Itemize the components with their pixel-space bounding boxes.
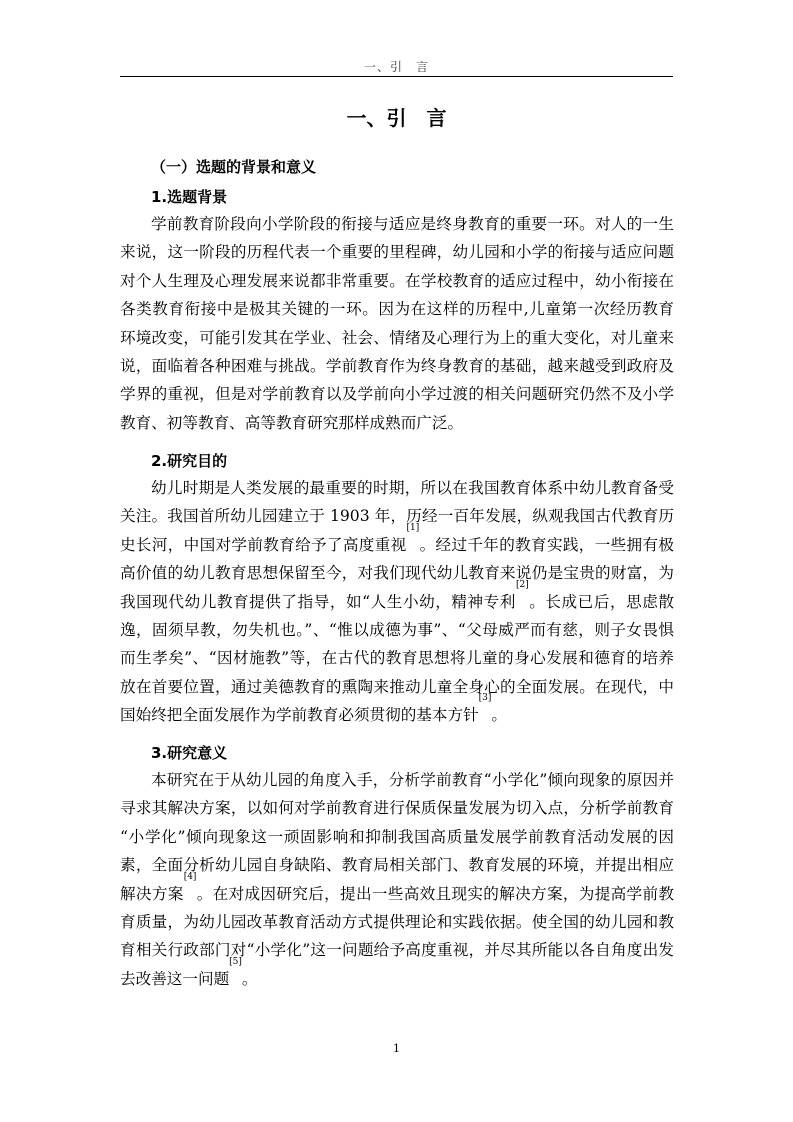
citation-ref: [1] <box>406 522 420 533</box>
text-run: 解决方案 <box>120 884 184 903</box>
paragraph-line: 环境改变，可能引发其在学业、社会、情绪及心理行为上的重大变化，对儿童来 <box>120 328 674 347</box>
paragraph-line <box>120 956 674 993</box>
paragraph-significance <box>120 766 674 993</box>
running-header: 一、引 言 <box>363 60 429 74</box>
paragraph-line <box>120 871 674 908</box>
subsection-heading-significance: 3.研究意义 <box>151 744 228 762</box>
paragraph-line: 说，面临着各种困难与挑战。学前教育作为终身教育的基础，越来越受到政府及 <box>120 357 674 376</box>
paragraph-line: 关注。我国首所幼儿园建立于 1903 年，历经一百年发展，纵观我国古代教育历 <box>120 507 674 526</box>
paragraph-line: “小学化”倾向现象这一顽固影响和抑制我国高质量发展学前教育活动发展的因 <box>120 827 674 846</box>
paragraph-line: 寻求其解决方案，以如何对学前教育进行保质保量发展为切入点，分析学前教育 <box>120 799 674 818</box>
chapter-title: 一、引 言 <box>346 106 447 130</box>
text-run: 。长成已后，思虑散 <box>528 592 674 611</box>
text-run: 去改善这一问题 <box>120 969 230 988</box>
section-heading: （一）选题的背景和意义 <box>151 158 317 176</box>
paragraph-line: 育相关行政部门对“小学化”这一问题给予高度重视，并尽其所能以各自角度出发 <box>120 941 674 960</box>
subsection-heading-purpose: 2.研究目的 <box>151 452 228 470</box>
citation-ref: [2] <box>515 579 529 590</box>
paragraph-line: 学前教育阶段向小学阶段的衔接与适应是终身教育的重要一环。对人的一生 <box>151 215 674 233</box>
paragraph-line: 学界的重视，但是对学前教育以及学前向小学过渡的相关问题研究仍然不及小学 <box>120 385 674 404</box>
paragraph-line: 幼儿时期是人类发展的最重要的时期，所以在我国教育体系中幼儿教育备受 <box>151 479 674 497</box>
paragraph-line: 来说，这一阶段的历程代表一个重要的里程碑，幼儿园和小学的衔接与适应问题 <box>120 243 674 262</box>
subsection-heading-background: 1.选题背景 <box>151 188 228 206</box>
paragraph-line: 教育、初等教育、高等教育研究那样成熟而广泛。 <box>120 413 464 432</box>
paragraph-line: 育质量，为幼儿园改革教育活动方式提供理论和实践依据。使全国的幼儿园和教 <box>120 913 674 932</box>
paragraph-background <box>120 210 674 437</box>
text-run: 。 <box>241 969 258 988</box>
paragraph-line <box>120 579 674 616</box>
page-number: 1 <box>393 1042 400 1055</box>
paragraph-purpose <box>120 474 674 730</box>
paragraph-line: 而生孝矣”、“因材施教”等，在古代的教育思想将儿童的身心发展和德育的培养 <box>120 649 674 668</box>
citation-ref: [4] <box>183 871 197 882</box>
text-run: 。在对成因研究后，提出一些高效且现实的解决方案，为提高学前教 <box>196 884 674 903</box>
paragraph-line: 放在首要位置，通过美德教育的熏陶来推动儿童全身心的全面发展。在现代，中 <box>120 677 674 696</box>
text-run: 。 <box>491 706 508 725</box>
text-run: 史长河，中国对学前教育给予了高度重视 <box>120 535 407 554</box>
citation-ref: [5] <box>229 956 242 967</box>
paragraph-line: 本研究在于从幼儿园的角度入手，分析学前教育“小学化”倾向现象的原因并 <box>151 771 674 789</box>
paragraph-line: 对个人生理及心理发展来说都非常重要。在学校教育的适应过程中，幼小衔接在 <box>120 271 674 290</box>
paragraph-line <box>120 522 674 559</box>
text-run: 国始终把全面发展作为学前教育必须贯彻的基本方针 <box>120 706 479 725</box>
paragraph-line: 逸，固须早教，勿失机也。”、“惟以成德为事”、“父母威严而有慈，则子女畏惧 <box>120 621 674 640</box>
paragraph-line <box>120 693 674 729</box>
paragraph-line: 各类教育衔接中是极其关键的一环。因为在这样的历程中,儿童第一次经历教育 <box>120 300 674 319</box>
citation-ref: [3] <box>478 693 492 704</box>
header-rule <box>120 76 673 77</box>
paragraph-line: 高价值的幼儿教育思想保留至今，对我们现代幼儿教育来说仍是宝贵的财富，为 <box>120 564 674 583</box>
text-run: 我国现代幼儿教育提供了指导，如“人生小幼，精神专利 <box>120 592 516 611</box>
paragraph-line: 素，全面分析幼儿园自身缺陷、教育局相关部门、教育发展的环境，并提出相应 <box>120 856 674 875</box>
text-run: 。经过千年的教育实践，一些拥有极 <box>419 535 674 554</box>
